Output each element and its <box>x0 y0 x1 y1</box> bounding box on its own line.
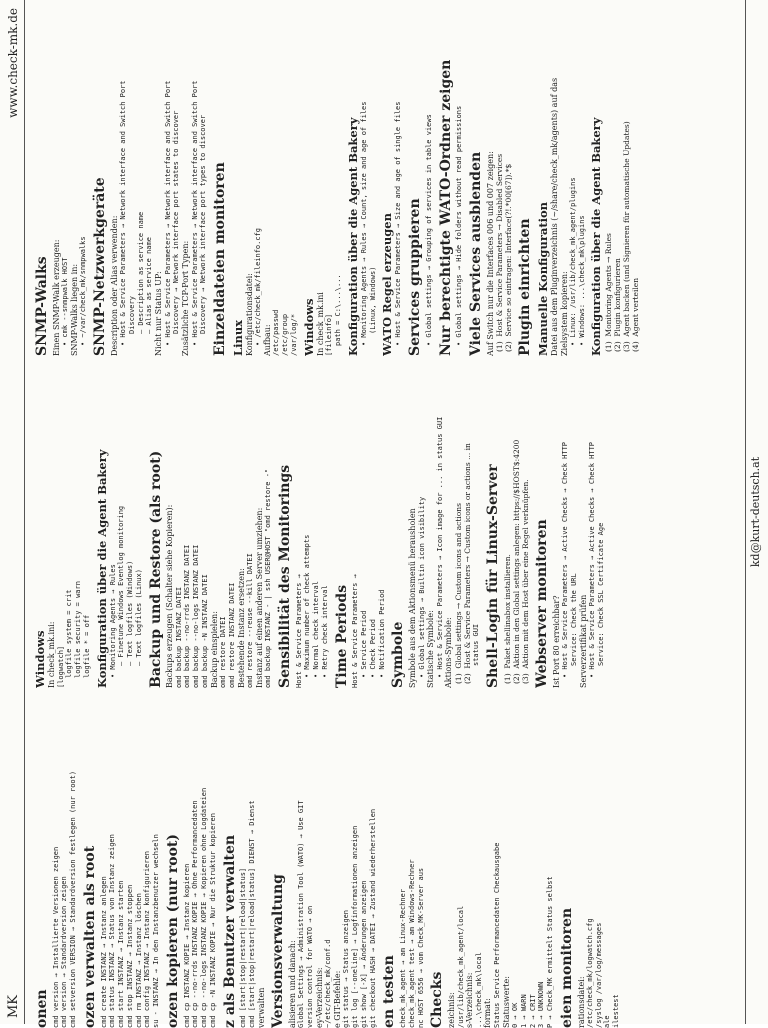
code-line: cmd version → Standardversion zeigen <box>60 876 69 1028</box>
bullet-item: • Linux: /usr/lib/check_mk_agent/plugins <box>568 177 577 346</box>
text-line: Backup einspielen: <box>209 611 219 688</box>
text-line: Backups erzeugen (Schalter siehe Kopieren): <box>165 504 175 688</box>
bullet-item: • Host & Service Parameters → Network interface and Switch Port <box>190 80 199 346</box>
bullet-item: • Global settings → Hide folders without read permissions <box>455 105 464 346</box>
numbered-item: (2) Service so eintragen: Interface(?!.*00[67]).*$ <box>504 163 514 352</box>
section-heading: Symbole <box>390 621 407 688</box>
text-line: Statuswerte: <box>501 976 511 1028</box>
code-line: /var/log/* <box>289 313 298 356</box>
bullet-item: • Notification Period <box>377 589 386 678</box>
subsection-heading: Windows <box>33 630 47 688</box>
header-url: www.check-mk.de <box>6 8 20 118</box>
code-line: omd backup INSTANZ - | ssh USER@HOST "omd restore -" <box>264 468 273 688</box>
text-line: In check_mk.ini <box>315 292 325 356</box>
code-line: Status Service Performancedaten Checkausgabe <box>492 842 501 1028</box>
code-line: /usr/lib/check_mk_agent/local <box>456 905 465 1028</box>
header-title: MK <box>6 994 21 1018</box>
code-line: ilestest <box>612 994 621 1028</box>
sub-item: Service: Check the URL <box>569 573 578 666</box>
code-line: cmd version → Installierte Versionen zeigen <box>51 846 60 1028</box>
sub-item: Discovery → Network interface port states to discover <box>172 110 181 334</box>
bullet-item: • ~/var/check_mk/snmpwalks <box>79 236 88 346</box>
subsection-heading: Konfiguration über die Agent Bakery <box>345 117 360 356</box>
code-line: cmd stop INSTANZ → Instanz stoppen <box>125 884 134 1028</box>
code-line: [fileinfo] <box>325 313 334 356</box>
code-line: omd backup -N INSTANZ DATEI <box>200 574 209 688</box>
section-heading: Versionsverwaltung <box>270 874 287 1028</box>
section-heading: Webserver monitoren <box>534 519 551 688</box>
code-line: cmd [start|stop|restart|reload|status] <box>239 867 248 1028</box>
sub-item: — Text logfiles (Linux) <box>134 569 143 666</box>
bullet-item: • Service Period <box>360 610 369 678</box>
code-line: cmd config INSTANZ → Instanz konfigurieren <box>143 850 152 1028</box>
section-heading: Backup und Restore (als root) <box>147 450 164 688</box>
section-heading: Einzeldateien monitoren <box>212 162 229 356</box>
text-line: format: <box>483 998 493 1028</box>
bullet-item: • /etc/check_mk/fileinfo.cfg <box>254 227 263 346</box>
code-line: omd restore DATEI <box>219 616 228 688</box>
column-right <box>30 4 742 356</box>
subsection-heading: Manuelle Konfiguration <box>536 201 551 356</box>
sub-item: — Description as service name <box>136 211 145 334</box>
sub-item: — Text logfiles (Windows) <box>126 560 135 666</box>
text-line: Konfigurationsdatei: <box>244 273 254 356</box>
column-middle <box>30 368 742 688</box>
code-line: /etc/passwd <box>272 309 281 356</box>
text-line: e GIT-Befehle: <box>333 970 342 1028</box>
text-line: Symbole aus dem Aktionsmenü herausholen <box>408 508 418 688</box>
text-line: Statische Symbole: <box>426 610 436 688</box>
numbered-item: (2) Host & Service Parameters → Custom icons or actions ... in <box>463 443 473 684</box>
section-heading: Services gruppieren <box>407 198 424 356</box>
code-line: Host & Service Parameters → <box>351 574 360 688</box>
subsection-heading: Konfiguration über die Agent Bakery <box>94 449 109 688</box>
code-line: omd backup --no-rrds INSTANZ DATEI <box>183 544 192 688</box>
text-line: Einen SNMP-Walk erzeugen: <box>51 239 61 356</box>
footer-email: kd@kurt-deutsch.at <box>749 456 762 568</box>
section-heading: SNMP-Walks <box>34 256 50 356</box>
code-line: 2 → CRIT <box>528 994 537 1028</box>
section-heading: z als Benutzer verwalten <box>221 834 238 1028</box>
text-line: verwalten <box>256 987 266 1028</box>
code-line: nc HOST 6556 → vom Check_MK-Server aus <box>416 867 425 1028</box>
text-line: Zusätzliche TCP-Port Typen: <box>181 240 191 356</box>
footer-rule <box>745 0 746 1024</box>
code-line: /etc/check_mk/logwatch.cfg <box>585 918 594 1028</box>
code-line: P → Check_MK ermittelt Status selbst <box>546 876 555 1028</box>
bullet-item: • Monitoring Agents → Rules <box>108 564 117 678</box>
section-heading: SNMP-Netzwerkgeräte <box>92 177 109 356</box>
bullet-item: • Global settings → Builtin icon visibility <box>417 496 426 678</box>
section-heading: ozen verwalten als root <box>81 845 98 1028</box>
code-line: omd backup --no-logs INSTANZ DATEI <box>192 544 201 688</box>
bullet-item: • Host & Service Parameters → Size and age of single files <box>394 101 403 346</box>
numbered-item: (1) Global settings → Custom icons and actions <box>453 503 463 684</box>
code-line: ale <box>603 1015 612 1028</box>
bullet-item: path = C:\...\... <box>333 274 342 346</box>
code-line: /etc/group <box>281 313 290 356</box>
code-line: check_mk_agent → am Linux-Rechner <box>399 888 408 1028</box>
sub-item: — Alias as service name <box>145 237 154 334</box>
bullet-item: • Host & Service Parameters → Active Checks → Check HTTP <box>588 441 597 678</box>
code-line: [logwatch] <box>56 645 65 688</box>
sub-item: Discovery <box>127 296 136 334</box>
text-line: SNMP-Walks liegen in: <box>69 263 79 356</box>
header-rule <box>24 0 25 1024</box>
bullet-item: • Global settings → Grouping of services in table views <box>424 114 433 346</box>
code-line: git log [--oneline] → Logfinformationen anzeigen <box>351 825 360 1028</box>
section-heading: onen <box>34 989 50 1028</box>
code-line: omd restore --reuse --kill DATEI <box>246 553 255 688</box>
bullet-item: • Host & Service Parameters → Icon image for ... in status GUI <box>435 416 444 678</box>
code-line: cmd cp INSTANZ KOPIE → Instanz kopieren <box>182 863 191 1028</box>
text-line: alisieren und danach: <box>287 940 297 1028</box>
subsection-heading: WATO Regel erzeugen <box>380 213 395 356</box>
bullet-item: logfile * = off <box>82 614 91 678</box>
code-line: git show [-X] → Änderungen anzeigen <box>359 880 368 1028</box>
bullet-item: logfile security = warn <box>74 581 82 678</box>
subsection-heading: Windows <box>301 298 316 356</box>
numbered-item: (2) Plugin konfigurieren <box>612 258 622 352</box>
bullet-item: • cmk --snmpwalk HOST <box>61 257 70 346</box>
code-line: 3 → UNKNOWN <box>537 981 546 1028</box>
bullet-item: • Windows: ...\check_mk\plugins <box>577 215 586 346</box>
code-line: cmd cp --no-logs INSTANZ KOPIE → Kopieren ohne Logdateien <box>200 787 209 1028</box>
code-line: 1 → WARN <box>519 994 528 1028</box>
section-heading: Viele Services ausblenden <box>467 151 484 356</box>
bullet-item: • Monitoring Agents → Rules → Count, size and age of files <box>359 101 368 346</box>
code-line: cmd cp -N INSTANZ KOPIE → Nur die Struktur kopieren <box>208 813 217 1028</box>
code-line: 0 → OK <box>511 1002 520 1028</box>
text-line: Zielsystem kopieren: <box>559 271 569 356</box>
text-line: In check_mk.ini: <box>47 621 57 688</box>
numbered-item: (1) Host & Service Parameters → Disabled Services <box>495 153 505 352</box>
code-line: cmd cp --no-rrds INSTANZ KOPIE → Ohne Performancedaten <box>191 800 200 1028</box>
text-line: ey-Verzeichnis: <box>314 967 324 1028</box>
code-line: ~/etc/check_mk/conf.d <box>324 939 333 1028</box>
text-line: Bestehende Instanz ersetzen: <box>236 568 246 688</box>
numbered-item: (4) Agent verteilen <box>630 277 640 352</box>
column-left <box>30 706 742 1028</box>
subsection-heading: Linux <box>230 319 245 356</box>
subsection-heading: Konfiguration über die Agent Bakery <box>589 117 604 356</box>
code-line: cmd status INSTANZ → Status von Instanz zeigen <box>108 834 117 1028</box>
code-line: cmd setversion VERSION → Standardversion festlegen (nur root) <box>69 770 78 1028</box>
text-line: s-Verzeichnis: <box>465 972 475 1028</box>
code-line: cmd rm INSTANZ → Instanz löschen <box>134 893 143 1028</box>
section-heading: eien monitoren <box>558 907 575 1028</box>
text-line: Description oder Alias verwenden: <box>109 215 119 356</box>
bullet-item: • Retry check interval <box>320 585 329 678</box>
code-line: cmd create INSTANZ → Instanz anlegen <box>99 876 108 1028</box>
section-heading: ozen kopieren (nur root) <box>164 833 181 1028</box>
code-line: omd backup INSTANZ DATEI <box>174 586 183 688</box>
section-heading: Sensibilität des Monitorings <box>277 464 293 688</box>
section-heading: en testen <box>381 955 398 1028</box>
text-line: Instanz auf einen anderen Server umziehen: <box>254 507 264 688</box>
code-line: git checkout HASH → DATEI → Zustand wiederherstellen <box>368 808 377 1028</box>
numbered-item: (3) Agent backen (und Signieren für automatische Updates) <box>621 121 631 352</box>
text-line: Datei aus dem Pluginverzeichnis (~/share/check_mk/agents) auf das <box>550 77 560 356</box>
code-line: check_mk_agent test → am Windows-Rechner <box>407 859 416 1028</box>
section-heading: Checks <box>429 971 446 1028</box>
code-line: cmd start INSTANZ → Instanz starten <box>117 880 126 1028</box>
bullet-item: • Host & Service Parameters → Network interface and Switch Port <box>163 80 172 346</box>
numbered-item: (1) Paket shellinabox installieren. <box>502 554 512 684</box>
text-line: Auf Switch nur die Interfaces 006 und 007 zeigen: <box>485 151 495 356</box>
text-line: Nicht nur Status UP: <box>154 271 164 356</box>
bullet-item: • Check Period <box>368 618 377 678</box>
sub-item: — Finetune Windows Eventlog monitoring <box>117 505 126 666</box>
sub-item: Discovery → Network interface port types to discover <box>199 114 208 334</box>
text-line: rationsdatei: <box>576 976 586 1028</box>
code-line: Global Settings → Administration Tool (WATO) → Use GIT <box>297 800 306 1028</box>
bullet-item: logfile system = crit <box>65 589 74 678</box>
code-line: Host & Service Parameters → <box>294 574 303 688</box>
code-line: ...\check_mk\local <box>474 952 483 1028</box>
section-heading: Nur berechtigte WATO-Ordner zeigen <box>437 59 454 356</box>
text-line: Ist Port 80 erreichbar? <box>551 595 561 688</box>
text-line: Aufbau: <box>263 324 272 356</box>
bullet-item: • Maximum number of check attempts <box>303 534 312 678</box>
numbered-item: (1) Monitoring Agents → Rules <box>603 233 613 352</box>
code-line: git status → Status anzeigen <box>342 909 351 1028</box>
code-line: version control for WATO → on <box>306 905 315 1028</box>
section-heading: Shell-Login für Linux-Server <box>484 464 501 688</box>
numbered-item: (3) Aktion mit dem Host über eine Regel verknüpfen. <box>520 479 530 684</box>
section-heading: Plugin einrichten <box>517 218 534 356</box>
sub-item: status GUI <box>472 623 481 666</box>
code-line: cmd [start|stop|restart|reload|status] DIENST → Dienst <box>248 800 256 1028</box>
bullet-item: • Normal check interval <box>312 581 321 678</box>
section-heading: Time Periods <box>333 584 350 688</box>
sub-item: (Linux, Windows) <box>368 266 377 334</box>
text-line: Serverzertifikat prüfen <box>578 594 588 688</box>
text-line: zeichnis: <box>447 992 457 1028</box>
sub-item: Service: Check SSL Certificate Age <box>596 522 605 666</box>
bullet-item: • Host & Service Parameters → Network interface and Switch Port <box>119 80 128 346</box>
code-line: su - INSTANZ → In den Instanzbenutzer wechseln <box>152 834 161 1028</box>
code-line: omd restore INSTANZ DATEI <box>227 582 236 688</box>
code-line: /syslog /var/log/messages <box>594 922 603 1028</box>
text-line: Aktions-Symbole: <box>444 617 454 688</box>
numbered-item: (2) Aktion in den Global settings anlegen: https://$HOST$:4200 <box>511 439 521 684</box>
bullet-item: • Host & Service Parameters → Active Checks → Check HTTP <box>561 441 570 678</box>
